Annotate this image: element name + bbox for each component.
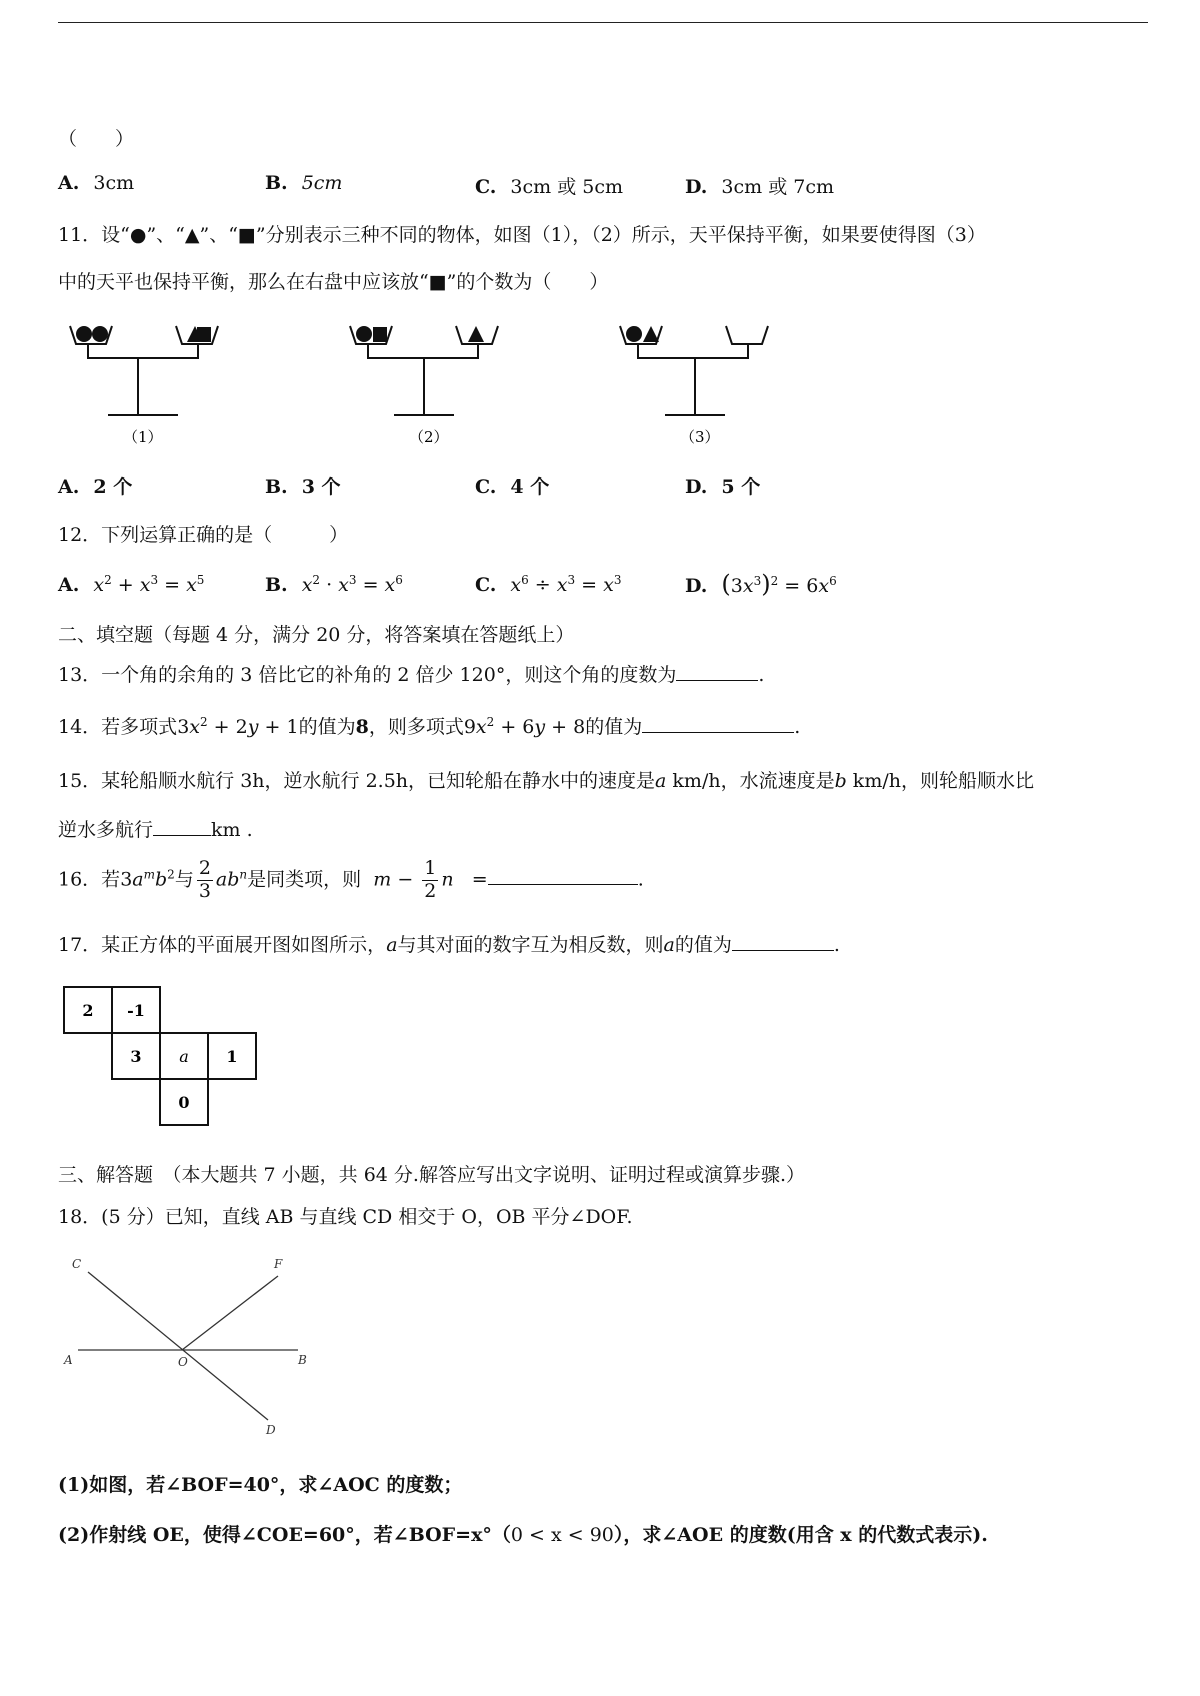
option-label: A. [58,172,80,194]
q13 [58,660,764,687]
formula: x [93,574,105,596]
option-label: B. [265,476,288,498]
q17 [58,930,840,957]
fraction-2-3: $\frac{2}{3}$ [198,857,211,902]
q15-unit3: km . [211,819,253,841]
q18-part2 [58,1520,988,1547]
q17-text1: 17．某正方体的平面展开图如图所示， [58,934,387,956]
section3-heading: 三、解答题 （本大题共 7 小题，共 64 分.解答应写出文字说明、证明过程或演算步骤.） [58,1164,806,1186]
option-label: B. [265,574,288,596]
q14: 14．若多项式$3x^2 + 2y + 1$的值为8，则多项式$9x^2 + 6y + 8$的值为 . [58,715,801,738]
answer-blank[interactable] [488,866,638,885]
option-label: D. [685,176,708,198]
point-a: A [64,1353,73,1367]
cell-2: 2 [82,1001,94,1020]
q17-text2: 与其对面的数字互为相反数，则 [397,934,664,956]
q15-text: 15．某轮船顺水航行 3h，逆水航行 2.5h，已知轮船在静水中的速度是 [58,770,656,792]
var-a: a [386,934,398,956]
q11-stem-line1: 11．设“●”、“▲”、“■”分别表示三种不同的物体，如图（1），（2）所示，天平保持平衡，如果要使得图（3） [58,224,986,246]
circle-icon [626,326,642,342]
q17-text3: 的值为 [674,934,732,956]
q15-unit1: km/h，水流速度是 [666,770,835,792]
cube-net [62,985,262,1135]
formula: x [510,574,522,596]
q12-option-d: D. $(3x^3)^2 = 6x^6$ [685,570,837,598]
q16-end: . [637,868,644,891]
q14-mid1: 的值为 [298,716,356,738]
q14-mid2: ，则多项式 [368,716,464,738]
q14-end: . [794,716,801,738]
header-rule [58,22,1148,23]
q15-line2 [58,815,253,842]
q13-end: . [758,664,765,686]
circle-icon [76,326,92,342]
q11-stem-line2: 中的天平也保持平衡，那么在右盘中应该放“■”的个数为（ ） [58,271,609,293]
option-text: 4 个 [510,476,550,498]
square-icon [197,327,211,342]
q18-condition: 0 < x < 90 [510,1524,614,1546]
q11-option-a [58,472,132,499]
point-o: O [178,1355,188,1369]
q18-part2-text-end: ），求∠AOE 的度数(用含 x 的代数式表示). [613,1524,988,1546]
var-b: b [834,770,847,792]
intersecting-lines-figure [60,1250,320,1440]
circle-icon [356,326,372,342]
var-a: a [663,934,675,956]
option-text: 2 个 [93,476,133,498]
q14-prefix: 14．若多项式 [58,716,178,738]
option-text: 3cm [93,172,135,194]
point-d: D [266,1423,276,1437]
q10-paren: （ ） [58,128,135,150]
ray-of [182,1276,278,1350]
point-c: C [72,1257,82,1271]
fraction-1-2: $\frac{1}{2}$ [424,857,437,902]
figure-label-1: （1） [123,428,163,446]
option-label: C. [475,574,497,596]
option-label: D. [685,476,708,498]
q11-option-d [685,472,760,499]
option-text: 3 个 [301,476,341,498]
balance-figures [58,312,838,452]
answer-blank[interactable] [732,932,834,951]
q18-part1: (1)如图，若∠BOF=40°，求∠AOC 的度数； [58,1474,463,1496]
option-label: A. [58,574,80,596]
formula: x [301,574,313,596]
cell-1: 1 [226,1047,238,1066]
option-label: A. [58,476,80,498]
q18-part2-text: (2)作射线 OE，使得∠COE=60°，若∠BOF=x°（ [58,1524,511,1546]
option-label: B. [265,172,288,194]
q10-option-c [475,172,623,199]
var-a: a [655,770,667,792]
option-label: C. [475,476,497,498]
circle-icon [92,326,108,342]
cell-neg1: -1 [127,1001,145,1020]
answer-blank[interactable] [676,662,758,681]
figure-label-3: （3） [680,428,720,446]
q17-end: . [833,934,840,956]
q15-unit2: km/h，则轮船顺水比 [846,770,1034,792]
triangle-icon [643,326,659,342]
cell-a: a [179,1047,189,1066]
q16: 16．若$3a^mb^2$与 $\frac{2}{3}$ $ab^n$是同类项，则 m − $\frac{1}{2}$ n = . [58,857,644,902]
q15-line1 [58,766,1034,793]
point-b: B [298,1353,307,1367]
q16-mid2: 是同类项，则 [247,868,362,891]
q12-option-c: C. $x^6 \div x^3 = x^3$ [475,573,622,596]
option-text: 3cm 或 7cm [721,176,834,198]
q14-value: 8 [355,716,369,738]
square-icon [373,327,387,342]
option-text: 5cm [301,172,343,194]
q10-option-d [685,172,834,199]
q15-line2-text: 逆水多航行 [58,819,154,841]
q11-option-b [265,472,341,499]
q14-mid3: 的值为 [585,716,643,738]
q12-option-b: B. $x^2 \cdot x^3 = x^6$ [265,573,403,596]
q18-stem: 18．(5 分）已知，直线 AB 与直线 CD 相交于 O，OB 平分∠DOF. [58,1206,633,1228]
answer-blank[interactable] [642,714,794,733]
point-f: F [274,1257,283,1271]
option-label: C. [475,176,497,198]
q13-text: 13．一个角的余角的 3 倍比它的补角的 2 倍少 120°，则这个角的度数为 [58,664,677,686]
line-cd [88,1272,268,1420]
figure-label-2: （2） [409,428,449,446]
section2-heading: 二、填空题（每题 4 分，满分 20 分，将答案填在答题纸上） [58,624,575,646]
q12-stem: 12．下列运算正确的是（ ） [58,524,349,546]
option-text: 5 个 [721,476,761,498]
answer-blank[interactable] [153,817,211,836]
option-text: 3cm 或 5cm [510,176,623,198]
cell-0: 0 [178,1093,190,1112]
q10-option-a [58,172,134,194]
option-label: D. [685,575,708,597]
q11-option-c [475,472,549,499]
triangle-icon [468,326,484,342]
q10-option-b [265,172,342,194]
q16-mid: 与 [174,868,194,891]
q16-prefix: 16．若 [58,868,121,891]
balance-3 [620,326,768,415]
cell-3: 3 [130,1047,142,1066]
q12-option-a: A. $x^2 + x^3 = x^5$ [58,573,205,596]
